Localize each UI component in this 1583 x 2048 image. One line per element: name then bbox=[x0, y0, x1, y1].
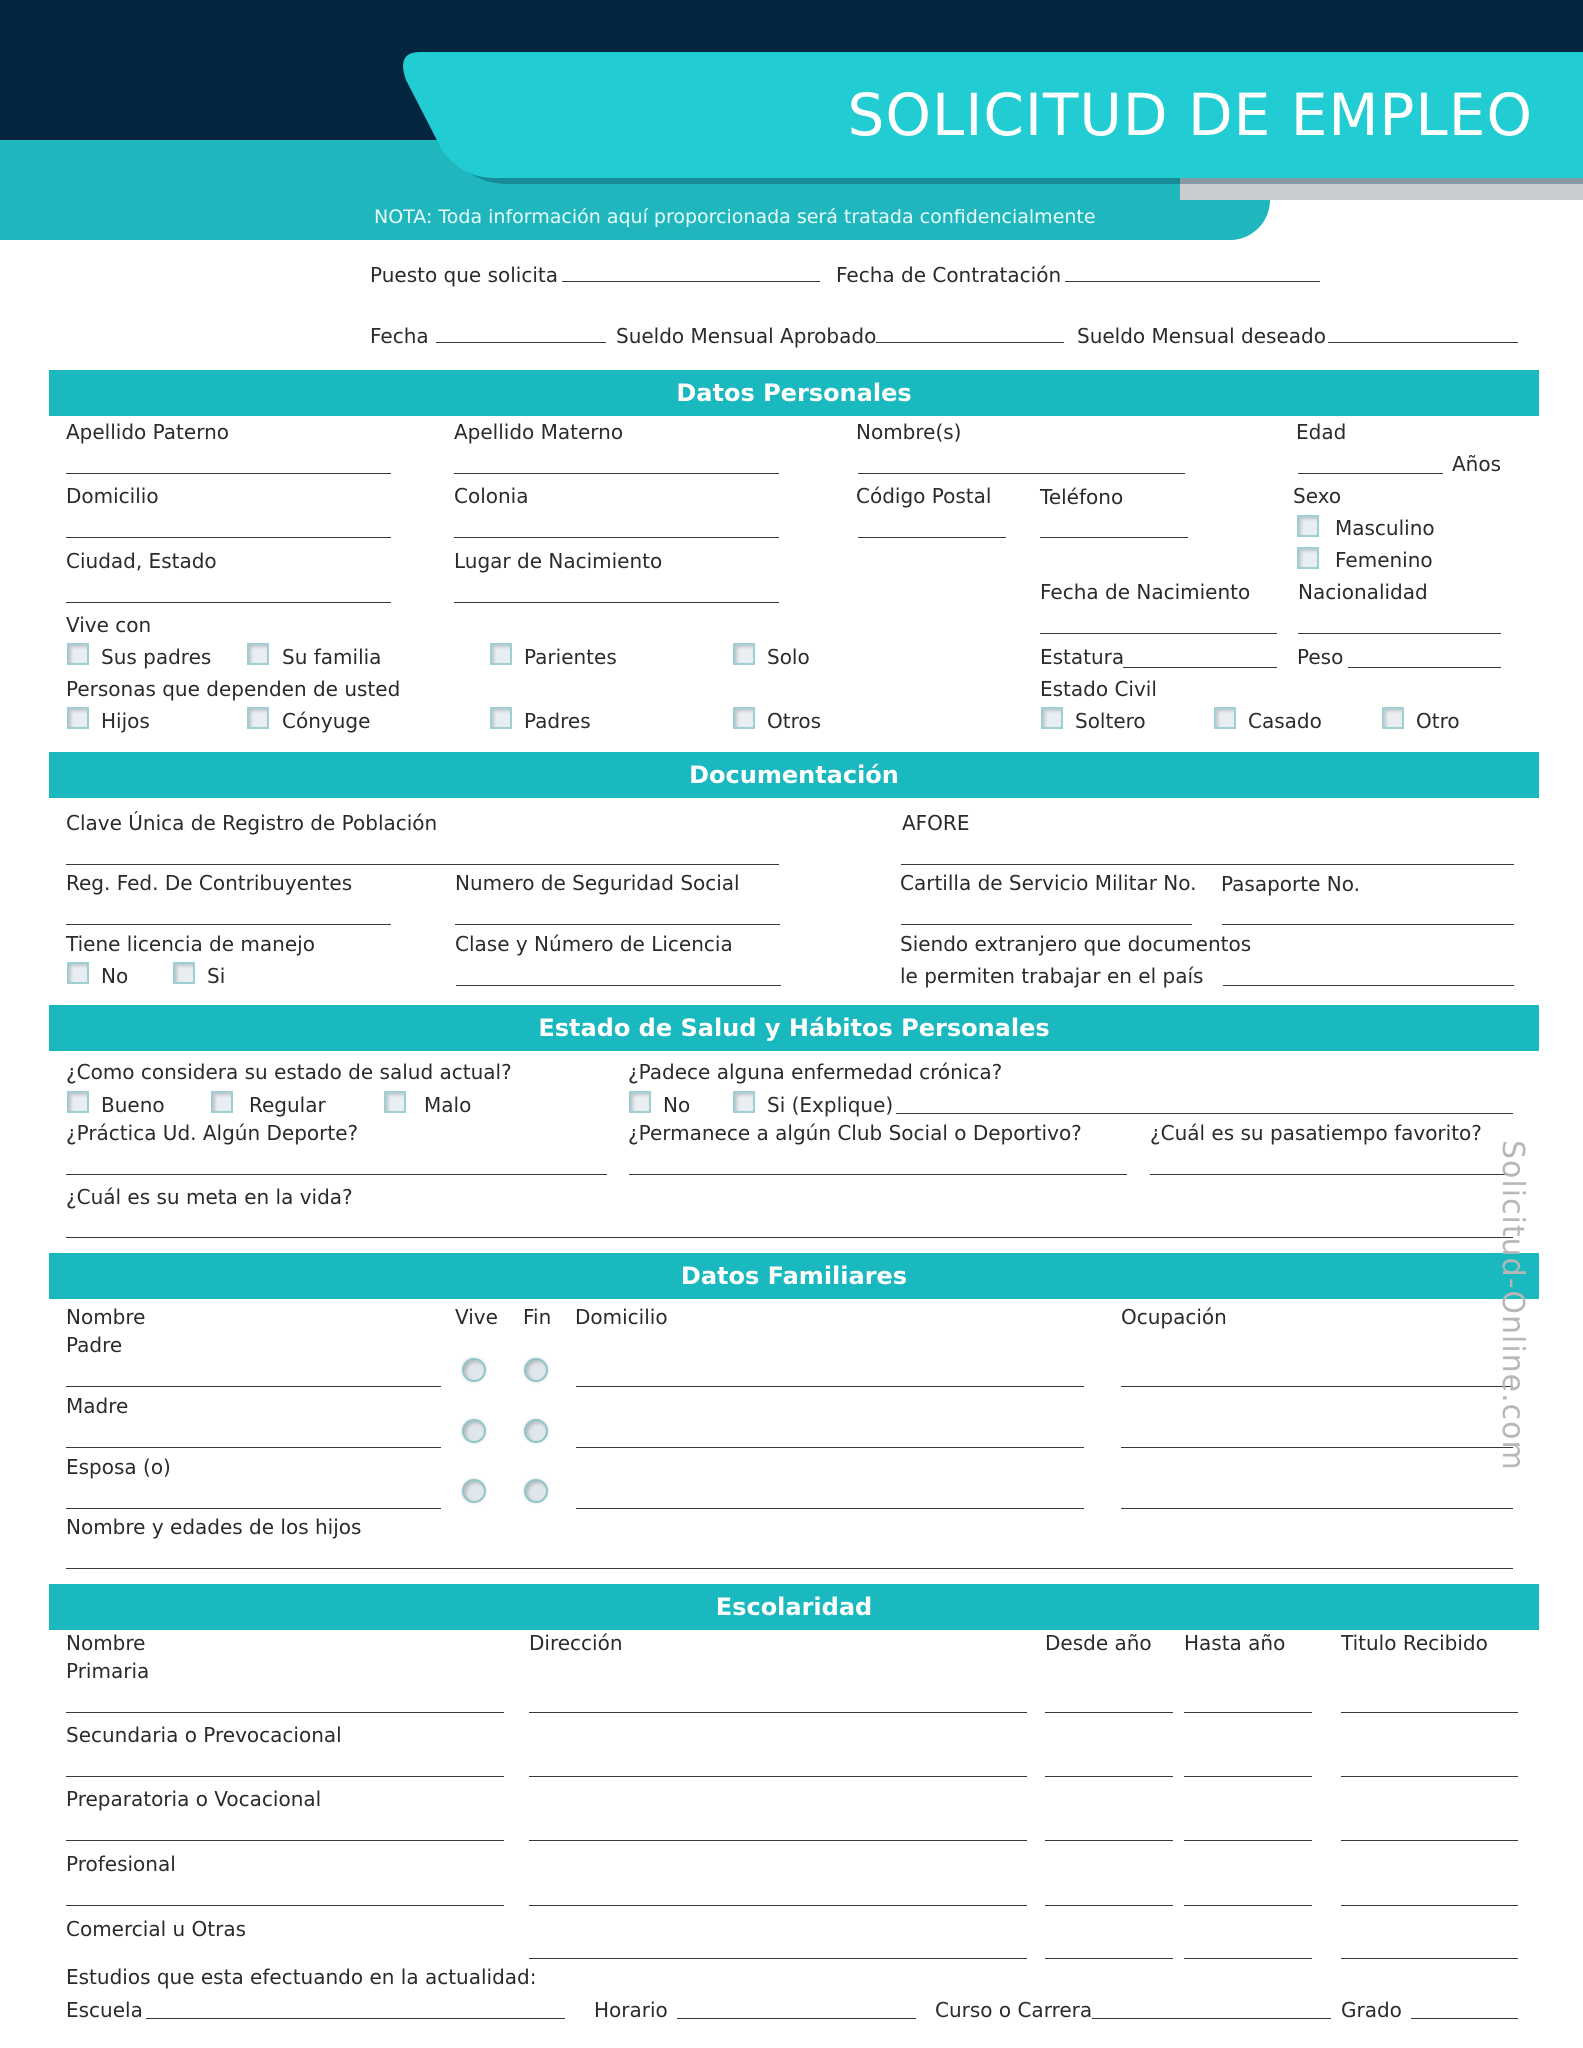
comercial-desde-field[interactable] bbox=[1045, 1958, 1173, 1959]
clase-licencia-field[interactable] bbox=[456, 985, 781, 986]
section-documentacion bbox=[49, 752, 1539, 798]
label-enfermedad-no: No bbox=[663, 1093, 691, 1117]
checkbox-malo[interactable] bbox=[384, 1091, 406, 1113]
padre-domicilio-field[interactable] bbox=[576, 1386, 1084, 1387]
label-preparatoria: Preparatoria o Vocacional bbox=[66, 1787, 322, 1811]
label-extranjero-2: le permiten trabajar en el país bbox=[900, 964, 1204, 988]
sueldo-aprobado-field[interactable] bbox=[876, 342, 1064, 343]
primaria-desde-field[interactable] bbox=[1045, 1712, 1173, 1713]
madre-name-field[interactable] bbox=[66, 1447, 441, 1448]
label-curp: Clave Única de Registro de Población bbox=[66, 811, 438, 835]
padre-ocupacion-field[interactable] bbox=[1121, 1386, 1513, 1387]
label-parientes: Parientes bbox=[524, 645, 617, 669]
checkbox-su-familia[interactable] bbox=[247, 643, 269, 665]
label-apellido-paterno: Apellido Paterno bbox=[66, 420, 229, 444]
watermark: Solicitud-Online.com bbox=[1495, 1140, 1530, 1471]
preparatoria-titulo-field[interactable] bbox=[1341, 1840, 1518, 1841]
explique-field[interactable] bbox=[896, 1113, 1513, 1114]
label-domicilio: Domicilio bbox=[66, 484, 159, 508]
label-hasta: Hasta año bbox=[1184, 1631, 1286, 1655]
telefono-field[interactable] bbox=[1040, 537, 1188, 538]
label-enfermedad: ¿Padece alguna enfermedad crónica? bbox=[628, 1060, 1003, 1084]
secundaria-nombre-field[interactable] bbox=[66, 1776, 504, 1777]
label-estudios-actuales: Estudios que esta efectuando en la actualidad: bbox=[66, 1965, 537, 1989]
label-nacionalidad: Nacionalidad bbox=[1298, 580, 1428, 604]
horario-field[interactable] bbox=[677, 2018, 916, 2019]
meta-field[interactable] bbox=[66, 1237, 1513, 1238]
deporte-field[interactable] bbox=[66, 1174, 607, 1175]
domicilio-field[interactable] bbox=[66, 537, 391, 538]
radio-esposa-fin[interactable] bbox=[524, 1479, 548, 1503]
comercial-direccion-field[interactable] bbox=[529, 1958, 1027, 1959]
profesional-hasta-field[interactable] bbox=[1184, 1905, 1312, 1906]
profesional-titulo-field[interactable] bbox=[1341, 1905, 1518, 1906]
apellido-materno-field[interactable] bbox=[454, 473, 779, 474]
label-bueno: Bueno bbox=[101, 1093, 165, 1117]
checkbox-regular[interactable] bbox=[211, 1091, 233, 1113]
label-solo: Solo bbox=[767, 645, 810, 669]
label-nombres: Nombre(s) bbox=[856, 420, 962, 444]
section-datos-familiares bbox=[49, 1253, 1539, 1299]
label-peso: Peso bbox=[1297, 645, 1344, 669]
nombres-field[interactable] bbox=[858, 473, 1185, 474]
checkbox-solo[interactable] bbox=[733, 643, 755, 665]
label-fin: Fin bbox=[523, 1305, 552, 1329]
label-telefono: Teléfono bbox=[1040, 485, 1124, 509]
checkbox-bueno[interactable] bbox=[67, 1091, 89, 1113]
label-cartilla: Cartilla de Servicio Militar No. bbox=[900, 871, 1197, 895]
label-licencia-si: Si bbox=[207, 964, 226, 988]
section-title: Documentación bbox=[689, 761, 899, 789]
pasatiempo-field[interactable] bbox=[1150, 1174, 1513, 1175]
section-salud bbox=[49, 1005, 1539, 1051]
madre-domicilio-field[interactable] bbox=[576, 1447, 1084, 1448]
label-deporte: ¿Práctica Ud. Algún Deporte? bbox=[66, 1121, 359, 1145]
preparatoria-hasta-field[interactable] bbox=[1184, 1840, 1312, 1841]
label-hijos: Hijos bbox=[101, 709, 150, 733]
checkbox-hijos[interactable] bbox=[67, 707, 89, 729]
label-sueldo-aprobado: Sueldo Mensual Aprobado bbox=[616, 324, 877, 348]
secundaria-hasta-field[interactable] bbox=[1184, 1776, 1312, 1777]
colonia-field[interactable] bbox=[454, 537, 779, 538]
escuela-field[interactable] bbox=[146, 2018, 565, 2019]
label-clase-licencia: Clase y Número de Licencia bbox=[455, 932, 733, 956]
label-profesional: Profesional bbox=[66, 1852, 176, 1876]
fecha-nacimiento-field[interactable] bbox=[1040, 633, 1277, 634]
label-fecha-contratacion: Fecha de Contratación bbox=[836, 263, 1062, 287]
label-vive-con: Vive con bbox=[66, 613, 152, 637]
afore-field[interactable] bbox=[901, 864, 1514, 865]
label-estado-civil: Estado Civil bbox=[1040, 677, 1157, 701]
hijos-field[interactable] bbox=[66, 1568, 1513, 1569]
label-comercial: Comercial u Otras bbox=[66, 1917, 247, 1941]
label-horario: Horario bbox=[594, 1998, 668, 2022]
checkbox-padres[interactable] bbox=[490, 707, 512, 729]
label-otro: Otro bbox=[1416, 709, 1460, 733]
primaria-hasta-field[interactable] bbox=[1184, 1712, 1312, 1713]
label-grado: Grado bbox=[1341, 1998, 1402, 2022]
checkbox-otro[interactable] bbox=[1382, 707, 1404, 729]
rfc-field[interactable] bbox=[66, 924, 391, 925]
checkbox-licencia-si[interactable] bbox=[173, 962, 195, 984]
esposa-domicilio-field[interactable] bbox=[576, 1508, 1084, 1509]
radio-esposa-vive[interactable] bbox=[462, 1479, 486, 1503]
label-padre: Padre bbox=[66, 1333, 123, 1357]
label-ciudad: Ciudad, Estado bbox=[66, 549, 217, 573]
label-dependen: Personas que dependen de usted bbox=[66, 677, 401, 701]
pasaporte-field[interactable] bbox=[1222, 924, 1514, 925]
label-direccion: Dirección bbox=[529, 1631, 623, 1655]
label-desde: Desde año bbox=[1045, 1631, 1152, 1655]
label-nombre-fam: Nombre bbox=[66, 1305, 146, 1329]
fecha-field[interactable] bbox=[436, 342, 606, 343]
nss-field[interactable] bbox=[455, 924, 780, 925]
ciudad-field[interactable] bbox=[66, 602, 391, 603]
label-padres: Padres bbox=[524, 709, 591, 733]
label-su-familia: Su familia bbox=[282, 645, 382, 669]
checkbox-parientes[interactable] bbox=[490, 643, 512, 665]
padre-name-field[interactable] bbox=[66, 1386, 441, 1387]
form-title: SOLICITUD DE EMPLEO bbox=[847, 81, 1533, 149]
secundaria-desde-field[interactable] bbox=[1045, 1776, 1173, 1777]
profesional-direccion-field[interactable] bbox=[529, 1905, 1027, 1906]
comercial-titulo-field[interactable] bbox=[1341, 1958, 1518, 1959]
label-regular: Regular bbox=[249, 1093, 326, 1117]
label-masculino: Masculino bbox=[1335, 516, 1435, 540]
section-escolaridad bbox=[49, 1584, 1539, 1630]
label-soltero: Soltero bbox=[1075, 709, 1146, 733]
sueldo-deseado-field[interactable] bbox=[1328, 342, 1518, 343]
label-si-explique: Si (Explique) bbox=[767, 1093, 894, 1117]
label-colonia: Colonia bbox=[454, 484, 529, 508]
label-puesto: Puesto que solicita bbox=[370, 263, 558, 287]
section-title: Escolaridad bbox=[715, 1593, 873, 1621]
radio-padre-vive[interactable] bbox=[462, 1358, 486, 1382]
radio-padre-fin[interactable] bbox=[524, 1358, 548, 1382]
label-otros: Otros bbox=[767, 709, 822, 733]
label-licencia: Tiene licencia de manejo bbox=[66, 932, 315, 956]
preparatoria-nombre-field[interactable] bbox=[66, 1840, 504, 1841]
fecha-contratacion-field[interactable] bbox=[1065, 281, 1320, 282]
checkbox-licencia-no[interactable] bbox=[67, 962, 89, 984]
label-club: ¿Permanece a algún Club Social o Deportivo? bbox=[628, 1121, 1082, 1145]
confidentiality-note: NOTA: Toda información aquí proporcionada será tratada confidencialmente bbox=[374, 206, 1096, 228]
peso-field[interactable] bbox=[1348, 667, 1501, 668]
label-primaria: Primaria bbox=[66, 1659, 150, 1683]
label-secundaria: Secundaria o Prevocacional bbox=[66, 1723, 342, 1747]
checkbox-enfermedad-no[interactable] bbox=[629, 1091, 651, 1113]
curso-field[interactable] bbox=[1092, 2018, 1331, 2019]
label-vive: Vive bbox=[455, 1305, 498, 1329]
puesto-field[interactable] bbox=[562, 281, 820, 282]
label-anos: Años bbox=[1452, 452, 1502, 476]
esposa-name-field[interactable] bbox=[66, 1508, 441, 1509]
label-madre: Madre bbox=[66, 1394, 129, 1418]
primaria-direccion-field[interactable] bbox=[529, 1712, 1027, 1713]
edad-field[interactable] bbox=[1298, 473, 1443, 474]
checkbox-soltero[interactable] bbox=[1041, 707, 1063, 729]
label-nombre-esc: Nombre bbox=[66, 1631, 146, 1655]
section-title: Estado de Salud y Hábitos Personales bbox=[538, 1014, 1050, 1042]
radio-madre-fin[interactable] bbox=[524, 1419, 548, 1443]
extranjero-field[interactable] bbox=[1223, 985, 1514, 986]
club-field[interactable] bbox=[629, 1174, 1127, 1175]
label-estatura: Estatura bbox=[1040, 645, 1125, 669]
checkbox-enfermedad-si[interactable] bbox=[733, 1091, 755, 1113]
grado-field[interactable] bbox=[1411, 2018, 1518, 2019]
checkbox-casado[interactable] bbox=[1214, 707, 1236, 729]
label-meta: ¿Cuál es su meta en la vida? bbox=[66, 1185, 353, 1209]
comercial-hasta-field[interactable] bbox=[1184, 1958, 1312, 1959]
checkbox-sus-padres[interactable] bbox=[67, 643, 89, 665]
esposa-ocupacion-field[interactable] bbox=[1121, 1508, 1513, 1509]
label-curso: Curso o Carrera bbox=[935, 1998, 1093, 2022]
label-casado: Casado bbox=[1248, 709, 1322, 733]
profesional-desde-field[interactable] bbox=[1045, 1905, 1173, 1906]
secundaria-titulo-field[interactable] bbox=[1341, 1776, 1518, 1777]
section-title: Datos Familiares bbox=[680, 1262, 908, 1290]
label-lugar-nacimiento: Lugar de Nacimiento bbox=[454, 549, 663, 573]
label-codigo-postal: Código Postal bbox=[856, 484, 992, 508]
label-afore: AFORE bbox=[902, 811, 970, 835]
estatura-field[interactable] bbox=[1123, 667, 1277, 668]
label-domicilio-fam: Domicilio bbox=[575, 1305, 668, 1329]
label-extranjero-1: Siendo extranjero que documentos bbox=[900, 932, 1252, 956]
nacionalidad-field[interactable] bbox=[1298, 633, 1501, 634]
checkbox-conyuge[interactable] bbox=[247, 707, 269, 729]
profesional-nombre-field[interactable] bbox=[66, 1905, 504, 1906]
label-fecha: Fecha bbox=[370, 324, 429, 348]
label-fecha-nacimiento: Fecha de Nacimiento bbox=[1040, 580, 1251, 604]
section-datos-personales bbox=[49, 370, 1539, 416]
label-malo: Malo bbox=[424, 1093, 472, 1117]
label-titulo: Titulo Recibido bbox=[1341, 1631, 1488, 1655]
preparatoria-direccion-field[interactable] bbox=[529, 1840, 1027, 1841]
curp-field[interactable] bbox=[66, 864, 779, 865]
label-sus-padres: Sus padres bbox=[101, 645, 212, 669]
label-sueldo-deseado: Sueldo Mensual deseado bbox=[1077, 324, 1326, 348]
label-rfc: Reg. Fed. De Contribuyentes bbox=[66, 871, 353, 895]
label-femenino: Femenino bbox=[1335, 548, 1433, 572]
label-licencia-no: No bbox=[101, 964, 129, 988]
label-conyuge: Cónyuge bbox=[282, 709, 371, 733]
label-esposa: Esposa (o) bbox=[66, 1455, 171, 1479]
label-sexo: Sexo bbox=[1293, 484, 1342, 508]
section-title: Datos Personales bbox=[676, 379, 912, 407]
checkbox-femenino[interactable] bbox=[1297, 547, 1319, 569]
label-nss: Numero de Seguridad Social bbox=[455, 871, 740, 895]
lugar-nacimiento-field[interactable] bbox=[454, 602, 779, 603]
primaria-titulo-field[interactable] bbox=[1341, 1712, 1518, 1713]
checkbox-otros[interactable] bbox=[733, 707, 755, 729]
label-pasaporte: Pasaporte No. bbox=[1221, 872, 1360, 896]
label-edad: Edad bbox=[1296, 420, 1347, 444]
label-escuela: Escuela bbox=[66, 1998, 143, 2022]
label-apellido-materno: Apellido Materno bbox=[454, 420, 624, 444]
label-ocupacion: Ocupación bbox=[1121, 1305, 1227, 1329]
preparatoria-desde-field[interactable] bbox=[1045, 1840, 1173, 1841]
radio-madre-vive[interactable] bbox=[462, 1419, 486, 1443]
codigo-postal-field[interactable] bbox=[858, 537, 1006, 538]
label-hijos-familia: Nombre y edades de los hijos bbox=[66, 1515, 362, 1539]
madre-ocupacion-field[interactable] bbox=[1121, 1447, 1513, 1448]
label-pasatiempo: ¿Cuál es su pasatiempo favorito? bbox=[1150, 1121, 1482, 1145]
apellido-paterno-field[interactable] bbox=[66, 473, 391, 474]
secundaria-direccion-field[interactable] bbox=[529, 1776, 1027, 1777]
cartilla-field[interactable] bbox=[901, 924, 1192, 925]
label-estado-salud: ¿Como considera su estado de salud actual? bbox=[66, 1060, 512, 1084]
checkbox-masculino[interactable] bbox=[1297, 515, 1319, 537]
primaria-nombre-field[interactable] bbox=[66, 1712, 504, 1713]
